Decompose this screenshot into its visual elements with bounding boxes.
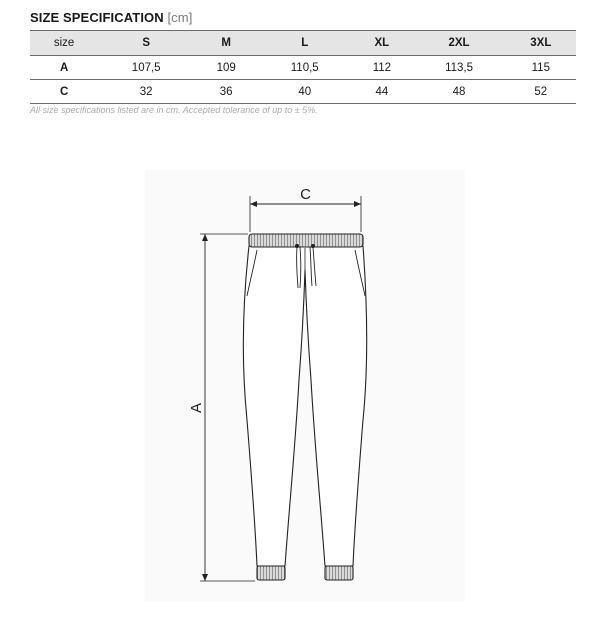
header-size-l: L — [258, 31, 351, 56]
table-cell: 36 — [194, 80, 258, 104]
table-cell: 115 — [506, 56, 576, 80]
header-size-m: M — [194, 31, 258, 56]
title-text: SIZE SPECIFICATION — [30, 10, 164, 25]
header-size-xl: XL — [351, 31, 412, 56]
label-a: A — [188, 402, 205, 414]
title-unit: [cm] — [167, 10, 193, 25]
waistband — [249, 234, 363, 247]
table-row-a — [30, 56, 576, 80]
tolerance-note: All size specifications listed are in cm. Accepted tolerance of up to ± 5%. — [30, 105, 318, 115]
dimension-c — [250, 186, 361, 232]
table-cell: 52 — [506, 80, 576, 104]
left-cuff — [257, 566, 285, 580]
table-cell: 32 — [98, 80, 194, 104]
pants-diagram — [145, 170, 465, 602]
row-label: C — [30, 80, 98, 104]
pants-outline — [243, 246, 366, 566]
header-size-s: S — [98, 31, 194, 56]
table-cell: 113,5 — [412, 56, 505, 80]
table-cell: 107,5 — [98, 56, 194, 80]
table-cell: 112 — [351, 56, 412, 80]
table-cell: 40 — [258, 80, 351, 104]
table-cell: 48 — [412, 80, 505, 104]
table-row-c — [30, 80, 576, 104]
section-title — [30, 10, 192, 25]
header-size-2xl: 2XL — [412, 31, 505, 56]
right-cuff — [325, 566, 353, 580]
pants-drawing — [145, 170, 465, 602]
header-size-label: size — [30, 31, 98, 56]
table-cell: 110,5 — [258, 56, 351, 80]
row-label: A — [30, 56, 98, 80]
table-header-row — [30, 31, 576, 56]
size-table — [30, 30, 576, 104]
table-cell: 44 — [351, 80, 412, 104]
label-c: C — [300, 186, 311, 203]
header-size-3xl: 3XL — [506, 31, 576, 56]
table-cell: 109 — [194, 56, 258, 80]
